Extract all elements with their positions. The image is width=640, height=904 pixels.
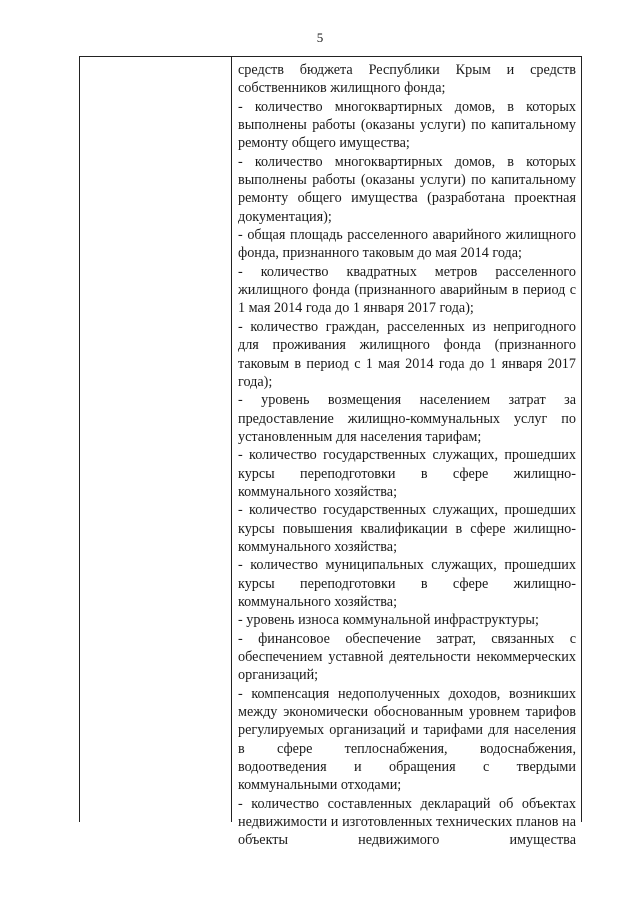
table-left-column: [80, 57, 232, 822]
table-paragraph: - общая площадь расселенного аварийного жилищного фонда, признанного таковым до мая 2014 года;: [238, 227, 576, 262]
indicators-table: [79, 56, 582, 849]
table-paragraph: - финансовое обеспечение затрат, связанных с обеспечением уставной деятельности некоммерческих организаций;: [238, 630, 576, 684]
table-paragraph: - количество квадратных метров расселенного жилищного фонда (признанного аварийным в период с 1 мая 2014 года до 1 января 2017 года);: [238, 263, 576, 317]
table-right-column: [232, 57, 581, 849]
table-paragraph: - количество граждан, расселенных из непригодного для проживания жилищного фонда (признанного таковым в период с 1 мая 2014 года до 1 января 2017 года);: [238, 318, 576, 390]
table-paragraph: - количество муниципальных служащих, прошедших курсы переподготовки в сфере жилищно-коммунального хозяйства;: [238, 557, 576, 610]
page-number: 5: [316, 30, 324, 45]
table-paragraph: средств бюджета Республики Крым и средств собственников жилищного фонда;: [238, 62, 576, 97]
table-paragraph: - уровень износа коммунальной инфраструктуры;: [238, 612, 539, 629]
table-paragraph: - уровень возмещения населением затрат за предоставление жилищно-коммунальных услуг по установленным для населения тарифам;: [238, 392, 576, 445]
table-paragraph: - количество многоквартирных домов, в которых выполнены работы (оказаны услуги) по капитальному ремонту общего имущества;: [238, 98, 576, 152]
table-paragraph: - количество государственных служащих, прошедших курсы переподготовки в сфере жилищно-коммунального хозяйства;: [238, 447, 576, 500]
table-paragraph: - количество многоквартирных домов, в которых выполнены работы (оказаны услуги) по капитальному ремонту общего имущества (разработана проектная документация);: [238, 153, 576, 225]
table-paragraph: - компенсация недополученных доходов, возникших между экономически обоснованным уровнем тарифов регулируемых организаций и тарифами для населения в сфере теплоснабжения, водоснабжения, водоотведения и обращения с твердыми коммунальными отходами;: [238, 685, 576, 794]
table-paragraph: - количество составленных деклараций об объектах недвижимости и изготовленных технических планов на объекты недвижимого имущества: [238, 795, 576, 849]
table-paragraph: - количество государственных служащих, прошедших курсы повышения квалификации в сфере жилищно-коммунального хозяйства;: [238, 502, 576, 555]
